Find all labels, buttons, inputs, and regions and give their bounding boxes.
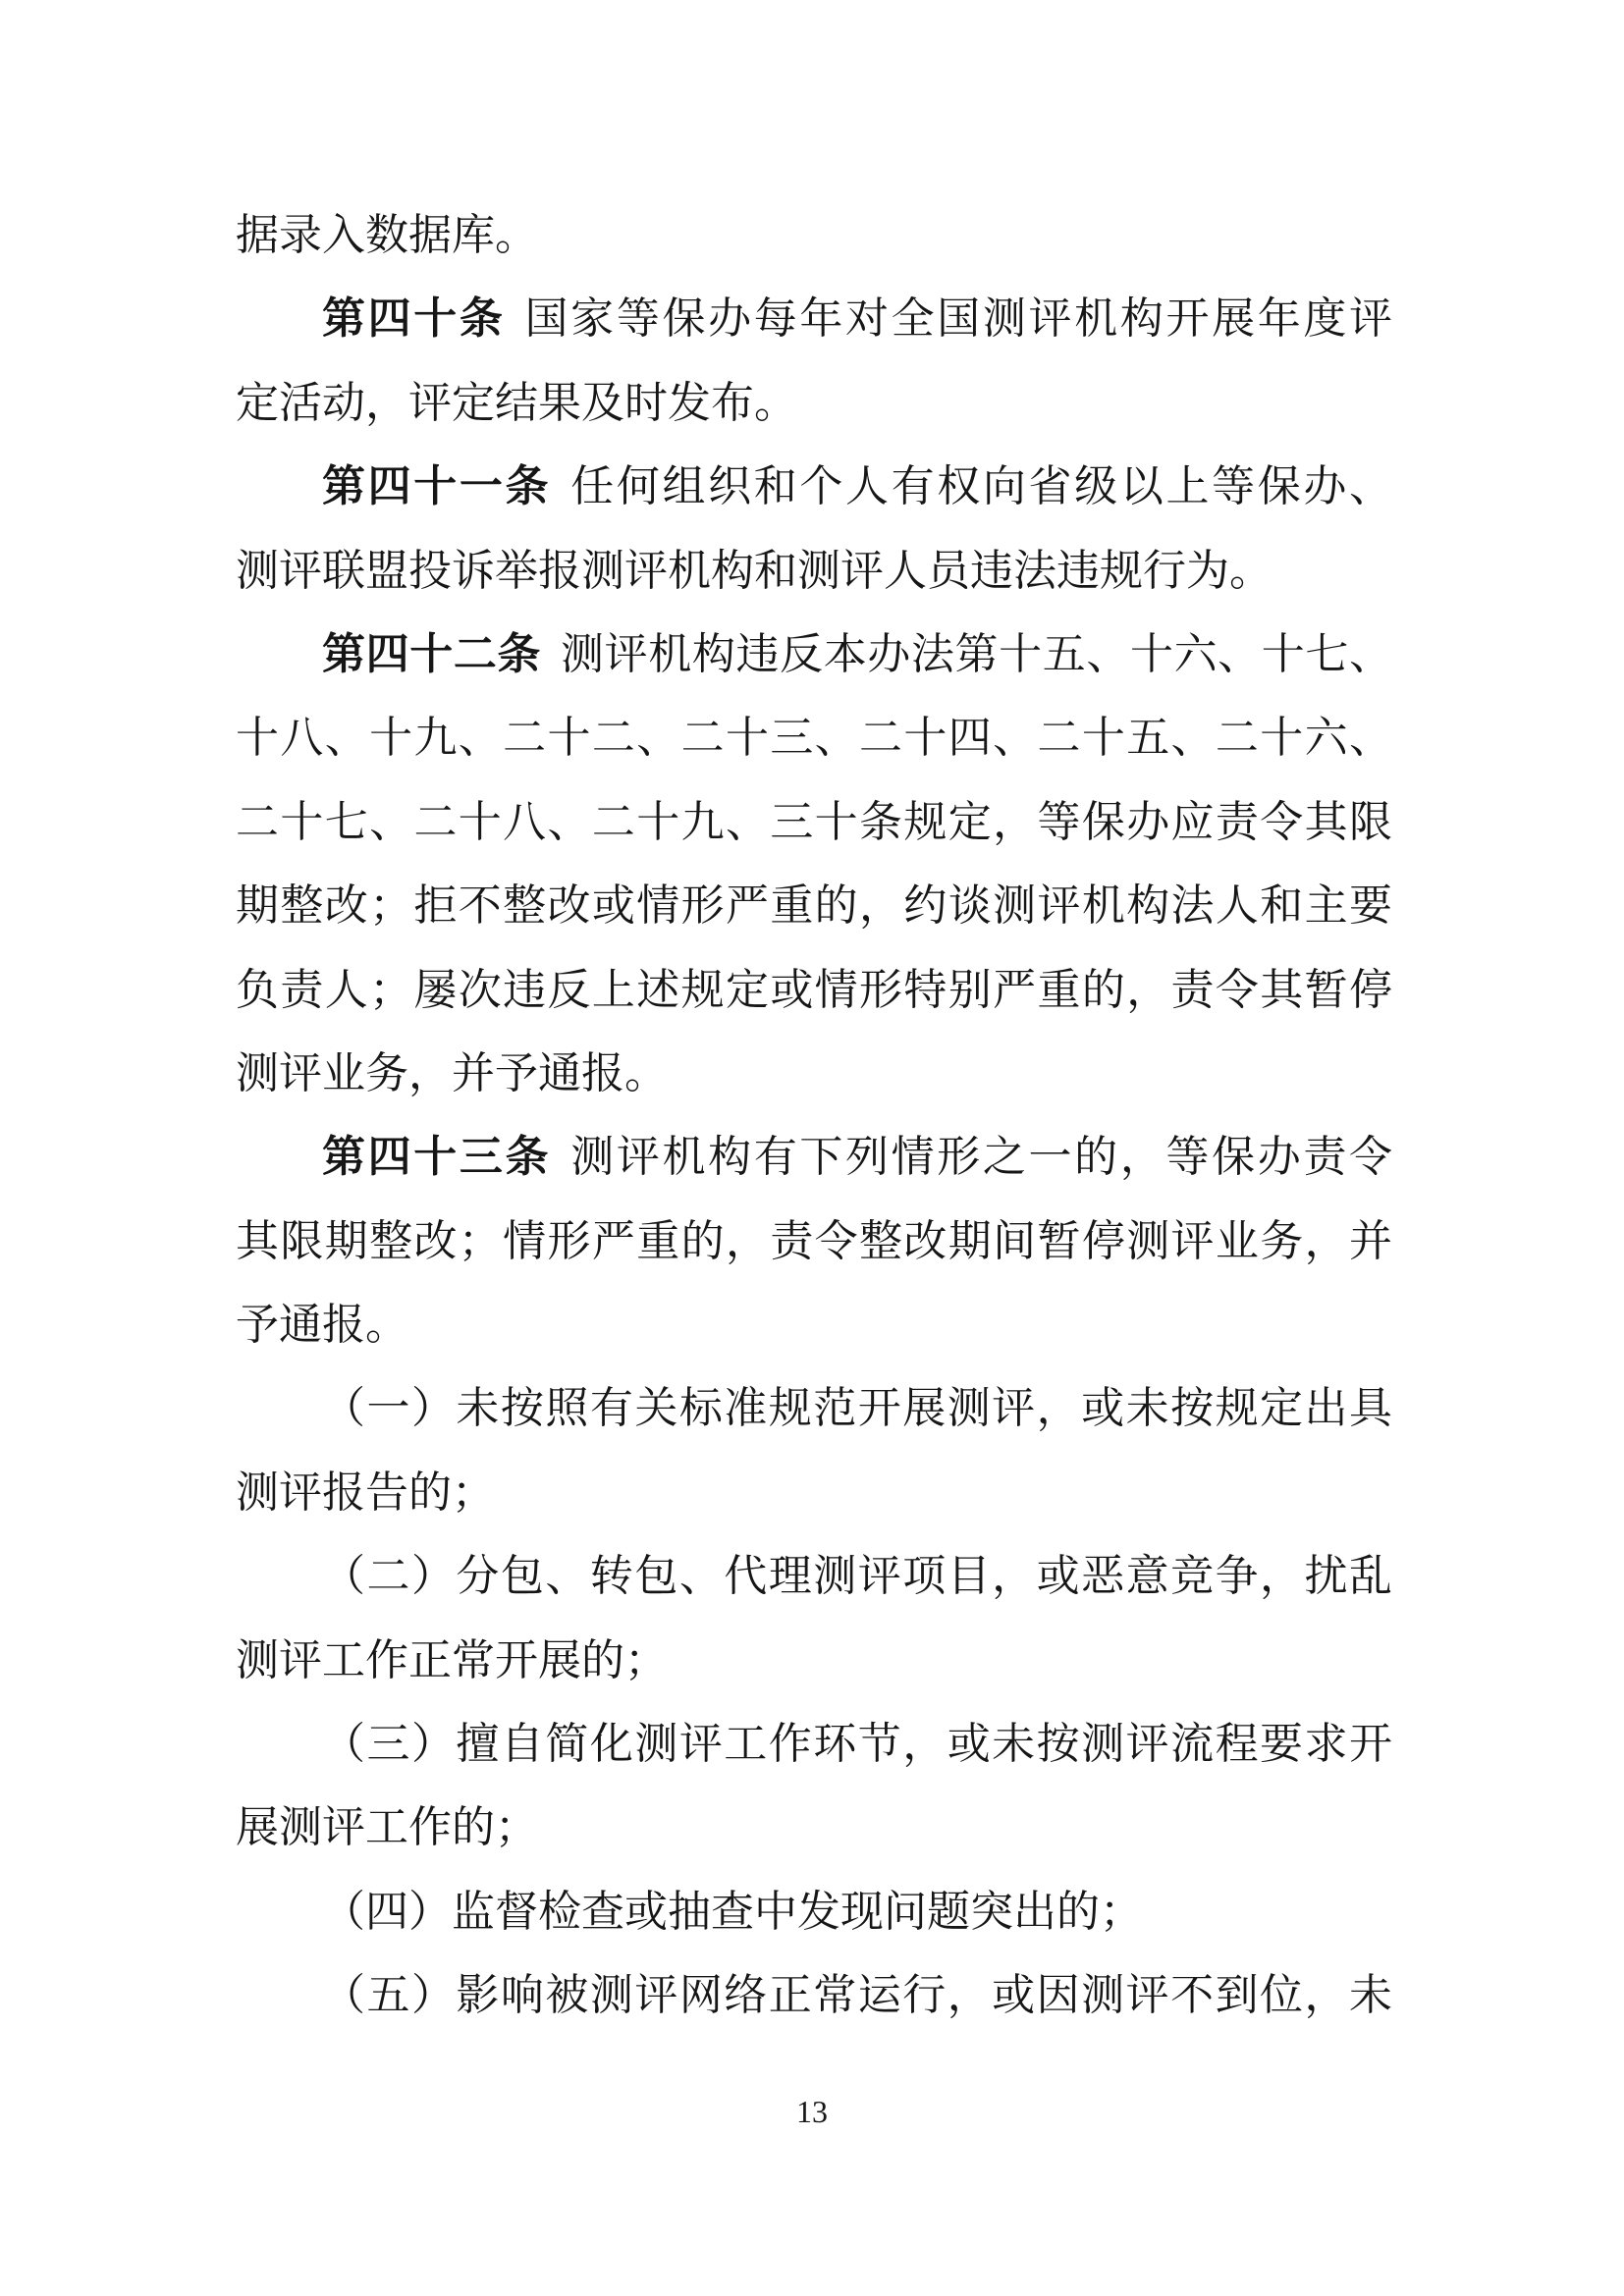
line-text: 十八、十九、二十二、二十三、二十四、二十五、二十六、 [236,714,1392,763]
text-line [236,780,1392,864]
text-line [236,864,1392,947]
text-line [236,1366,1392,1450]
line-text: 二十七、二十八、二十九、三十条规定，等保办应责令其限 [236,797,1392,846]
text-line [236,1786,1392,1869]
line-text: （三）擅自简化测评工作环节，或未按测评流程要求开 [322,1720,1392,1769]
line-text: 测评机构违反本办法第十五、十六、十七、 [561,629,1393,678]
text-line [236,613,1392,696]
line-text: 测评业务，并予通报。 [236,1048,668,1097]
line-text: （一）未按照有关标准规范开展测评，或未按规定出具 [322,1384,1392,1433]
text-line [236,1115,1392,1199]
article-number-bold: 第四十二条 [322,629,542,678]
line-text: 予通报。 [236,1301,408,1350]
text-line [236,193,1392,277]
page-number: 13 [796,2094,828,2129]
text-line [236,529,1392,613]
article-number-bold: 第四十条 [322,294,506,344]
line-text: 测评联盟投诉举报测评机构和测评人员违法违规行为。 [236,546,1272,595]
line-text: 任何组织和个人有权向省级以上等保办、 [570,462,1393,511]
text-line [236,1451,1392,1534]
document-body [236,193,1392,2038]
line-text: 展测评工作的； [236,1803,538,1852]
text-line [236,1283,1392,1366]
text-line [236,696,1392,779]
text-line [236,1619,1392,1702]
text-line [236,361,1392,445]
line-text: 国家等保办每年对全国测评机构开展年度评 [524,294,1392,344]
text-line [236,1702,1392,1786]
text-line [236,1200,1392,1283]
article-number-bold: 第四十一条 [322,462,552,511]
line-text: （五）影响被测评网络正常运行，或因测评不到位，未 [322,1971,1392,2020]
text-line [236,277,1392,360]
text-line [236,1534,1392,1618]
text-line [236,445,1392,528]
line-text: 定活动，评定结果及时发布。 [236,378,797,427]
line-text: 测评工作正常开展的； [236,1635,668,1684]
line-text: 测评报告的； [236,1468,495,1517]
article-number-bold: 第四十三条 [322,1133,552,1182]
line-text: （二）分包、转包、代理测评项目，或恶意竞争，扰乱 [322,1552,1392,1601]
line-text: 其限期整改；情形严重的，责令整改期间暂停测评业务，并 [236,1216,1392,1265]
line-text: 据录入数据库。 [236,211,538,259]
line-text: （四）监督检查或抽查中发现问题突出的； [322,1887,1143,1936]
text-line [236,1953,1392,2037]
line-text: 期整改；拒不整改或情形严重的，约谈测评机构法人和主要 [236,881,1392,931]
line-text: 测评机构有下列情形之一的，等保办责令 [570,1133,1393,1182]
line-text: 负责人；屡次违反上述规定或情形特别严重的，责令其暂停 [236,965,1392,1014]
text-line [236,1870,1392,1953]
text-line [236,1032,1392,1115]
text-line [236,948,1392,1032]
